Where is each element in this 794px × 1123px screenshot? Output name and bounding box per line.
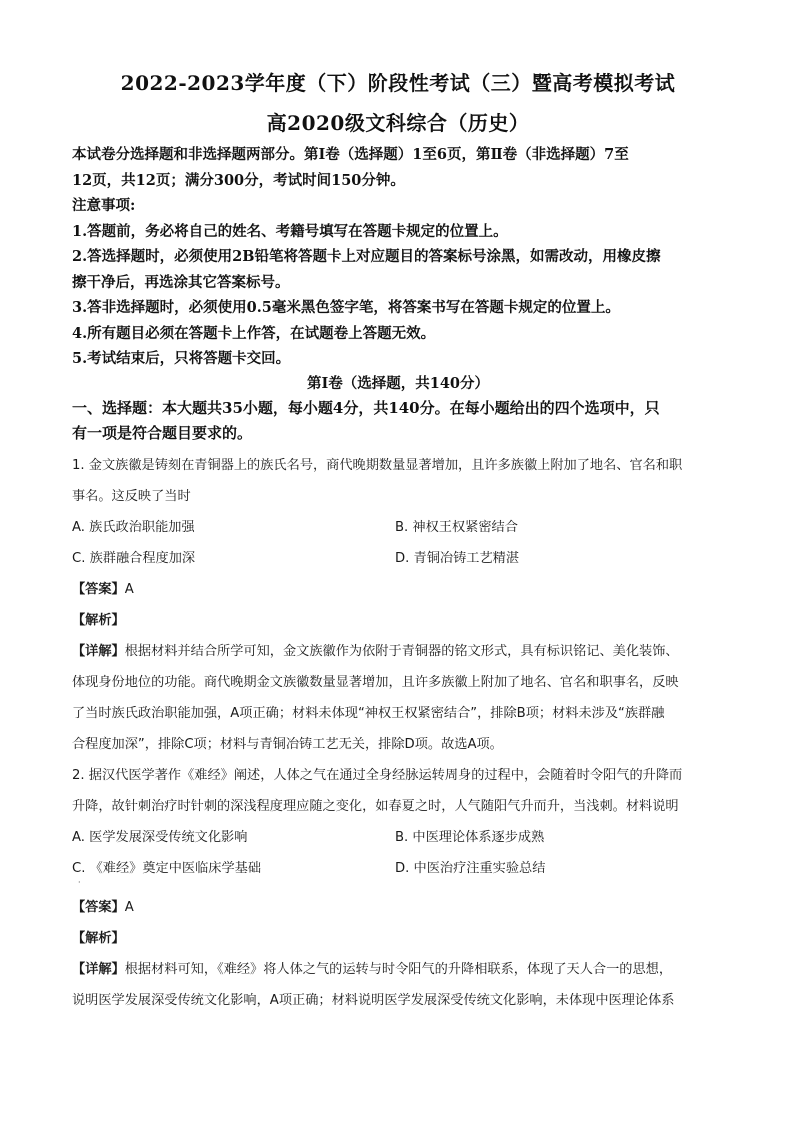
stray-mark — [72, 877, 724, 892]
detail-text: 根据材料可知，《难经》将人体之气的运转与时令阳气的升降相联系，体现了天人合一的思想， — [124, 961, 673, 977]
rule-item: 擦干净后，再选涂其它答案标号。 — [72, 273, 290, 291]
rule-item: 4.所有题目必须在答题卡上作答，在试题卷上答题无效。 — [72, 324, 436, 342]
exam-title: 2022-2023学年度（下）阶段性考试（三）暨高考模拟考试 — [120, 71, 676, 95]
answer-label: 【答案】 — [72, 581, 125, 597]
detail-text: 根据材料并结合所学可知，金文族徽作为依附于青铜器的铭文形式，具有标识铭记、美化装饰、 — [124, 643, 679, 659]
analysis-label: 【解析】 — [72, 612, 125, 628]
rule-item: 2.答选择题时，必须使用2B铅笔将答题卡上对应题目的答案标号涂黑，如需改动，用橡皮擦 — [72, 248, 661, 265]
detail-line — [72, 954, 724, 985]
option-c: C. 《难经》奠定中医临床学基础 — [72, 860, 262, 876]
analysis-line — [72, 923, 724, 954]
question-1 — [72, 450, 724, 760]
answer-value: A — [124, 899, 134, 915]
detail-line — [72, 636, 724, 667]
dot-glyph: · — [78, 877, 81, 887]
question-2 — [72, 760, 724, 1016]
detail-label: 【详解】 — [72, 961, 125, 977]
notice-label: 注意事项: — [72, 197, 136, 214]
intro-block — [72, 142, 724, 372]
option-a: A. 族氏政治职能加强 — [72, 519, 195, 535]
option-c: C. 族群融合程度加深 — [72, 550, 196, 566]
option-a: A. 医学发展深受传统文化影响 — [72, 829, 248, 845]
section-title: 第Ⅰ卷（选择题，共140分） — [306, 374, 490, 392]
detail-text: 合程度加深”，排除C项；材料与青铜冶铸工艺无关，排除D项。故选A项。 — [72, 736, 503, 752]
intro-line: 12页，共12页；满分300分，考试时间150分钟。 — [72, 171, 405, 189]
detail-label: 【详解】 — [72, 643, 125, 659]
detail-text: 说明医学发展深受传统文化影响，A项正确；材料说明医学发展深受传统文化影响，未体现中医理论体系 — [72, 992, 675, 1008]
analysis-line — [72, 605, 724, 636]
section-instruction: 有一项是符合题目要求的。 — [72, 423, 253, 442]
answer-line — [72, 892, 724, 923]
detail-text: 了当时族氏政治职能加强，A项正确；材料未体现“神权王权紧密结合”，排除B项；材料未涉及“族群融 — [72, 705, 665, 721]
answer-label: 【答案】 — [72, 899, 125, 915]
exam-subtitle: 高2020级文科综合（历史） — [266, 111, 530, 135]
exam-page — [72, 68, 724, 1016]
options-grid — [72, 512, 724, 574]
detail-text: 体现身份地位的功能。商代晚期金文族徽数量显著增加，且许多族徽上附加了地名、官名和职事名，反映 — [72, 674, 679, 690]
option-b: B. 神权王权紧密结合 — [395, 519, 518, 535]
answer-line — [72, 574, 724, 605]
section-instruction: 一、选择题：本大题共35小题，每小题4分，共140分。在每小题给出的四个选项中，只 — [72, 398, 660, 417]
answer-value: A — [124, 581, 134, 597]
option-d: D. 青铜冶铸工艺精湛 — [395, 550, 520, 566]
rule-item: 3.答非选择题时，必须使用0.5毫米黑色签字笔，将答案书写在答题卡规定的位置上。 — [72, 299, 620, 316]
option-b: B. 中医理论体系逐步成熟 — [395, 829, 545, 845]
analysis-label: 【解析】 — [72, 930, 125, 946]
question-stem: 2. 据汉代医学著作《难经》阐述，人体之气在通过全身经脉运转周身的过程中，会随着时令阳气的升降而 — [72, 767, 683, 783]
options-grid — [72, 822, 724, 884]
rule-item: 5.考试结束后，只将答题卡交回。 — [72, 350, 291, 367]
question-stem: 事名。这反映了当时 — [72, 488, 191, 504]
option-d: D. 中医治疗注重实验总结 — [395, 860, 546, 876]
question-stem: 升降，故针刺治疗时针刺的深浅程度理应随之变化，如春夏之时，人气随阳气升而升，当浅刺。材料说明 — [72, 798, 679, 814]
rule-item: 1.答题前，务必将自己的姓名、考籍号填写在答题卡规定的位置上。 — [72, 222, 508, 240]
intro-line: 本试卷分选择题和非选择题两部分。第Ⅰ卷（选择题）1至6页，第Ⅱ卷（非选择题）7至 — [72, 146, 629, 163]
question-stem: 1. 金文族徽是铸刻在青铜器上的族氏名号，商代晚期数量显著增加，且许多族徽上附加了地名、官名和职 — [72, 457, 683, 473]
